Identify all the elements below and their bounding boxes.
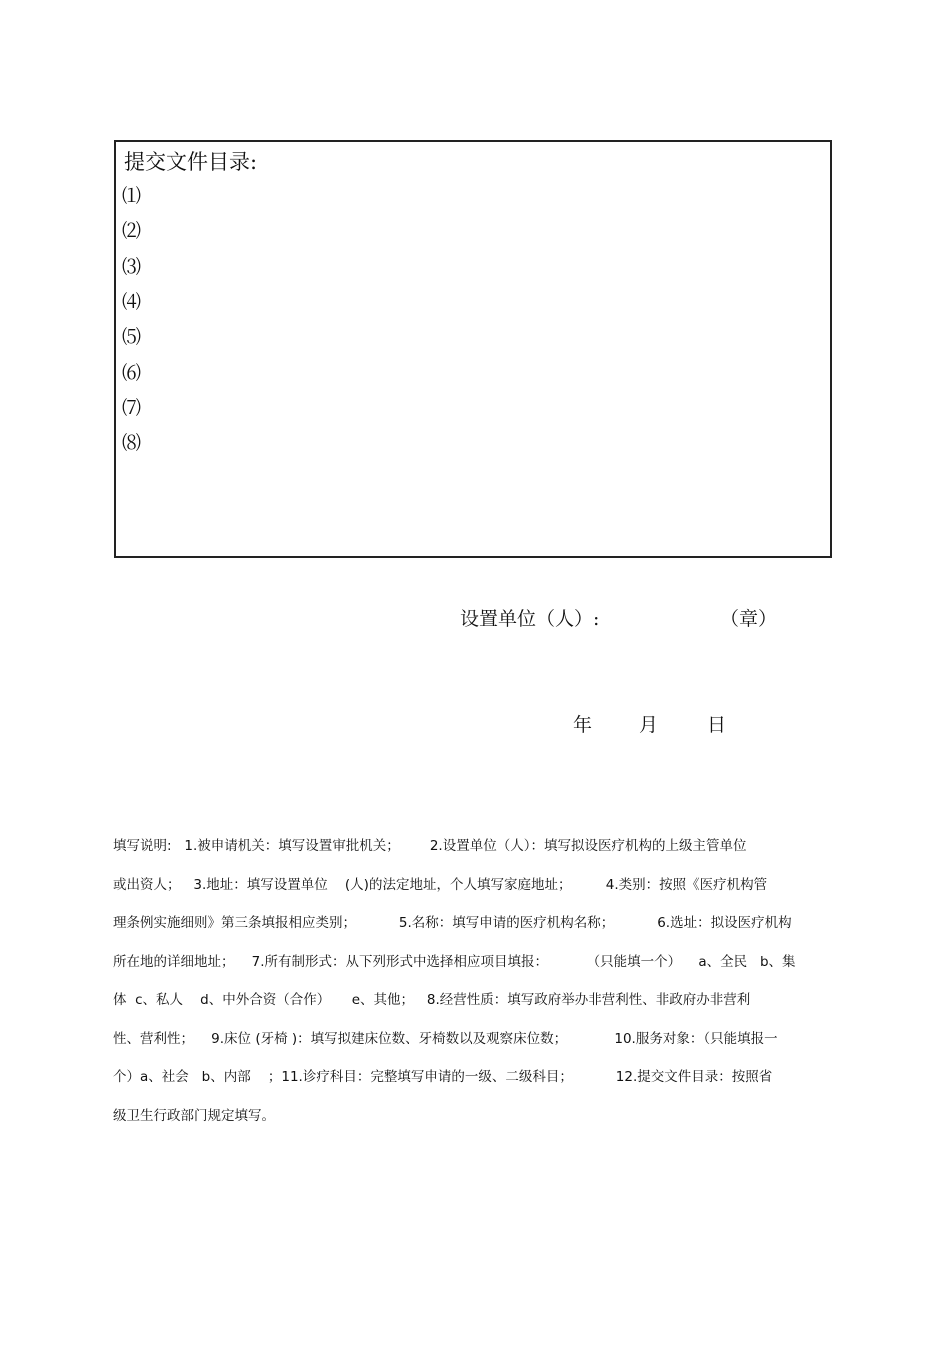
setting-unit-label: 设置单位（人）: [460,608,600,630]
file-item-5: ⑸ [122,326,142,348]
file-item-7: ⑺ [122,397,142,419]
file-list-title: 提交文件目录: [124,150,258,174]
filling-instructions [113,827,853,1135]
note-line: 性、营利性； 9.床位 (牙椅 )：填写拟建床位数、牙椅数以及观察床位数； 10.服务对象：（只能填报一 [113,1030,778,1047]
note-line: 个）a、社会 b、内部 ；11.诊疗科目：完整填写申请的一级、二级科目； 12.提交文件目录：按照省 [113,1069,773,1085]
seal-label: （章） [720,608,778,630]
note-line: 填写说明: 1.被申请机关：填写设置审批机关； 2.设置单位（人）：填写拟设医疗机构的上级主管单位 [113,838,747,854]
date-day: 日 [707,714,727,736]
date-year: 年 [573,714,593,736]
note-line: 理条例实施细则》第三条填报相应类别； 5.名称：填写申请的医疗机构名称； 6.选址：拟设医疗机构 [113,915,792,931]
file-item-8: ⑻ [122,432,142,454]
file-item-6: ⑹ [122,362,142,384]
file-item-3: ⑶ [122,256,142,278]
note-line: 体 c、私人 d、中外合资（合作） e、其他； 8.经营性质：填写政府举办非营利性、非政府办非营利 [113,992,751,1008]
date-month: 月 [639,714,659,736]
file-item-4: ⑷ [122,291,142,313]
file-item-2: ⑵ [122,220,142,242]
note-line: 或出资人； 3.地址：填写设置单位 (人)的法定地址，个人填写家庭地址； 4.类别：按照《医疗机构管 [113,876,768,893]
note-line: 所在地的详细地址； 7.所有制形式：从下列形式中选择相应项目填报： （只能填一个） a、全民 b、集 [113,953,796,970]
file-item-1: ⑴ [122,185,142,207]
submitted-files-box [114,140,832,558]
note-line: 级卫生行政部门规定填写。 [113,1107,275,1124]
